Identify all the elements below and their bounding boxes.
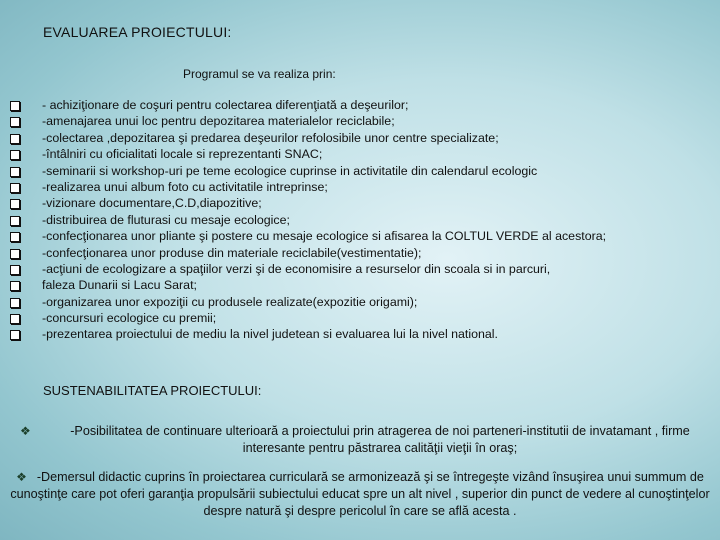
list-item xyxy=(10,130,606,146)
diamond-bullet-icon: ❖ xyxy=(20,424,31,438)
list-item xyxy=(10,228,606,244)
list-item-text: -organizarea unor expoziţii cu produsele realizate(expozitie origami); xyxy=(42,294,418,309)
list-item-text: -concursuri ecologice cu premii; xyxy=(42,311,217,326)
checkbox-square-icon xyxy=(10,150,20,160)
list-item-text: -confecţionarea unor pliante şi postere cu mesaje ecologice si afisarea la COLTUL VERDE al acestora; xyxy=(42,229,607,244)
checkbox-square-icon xyxy=(10,314,20,324)
checkbox-square-icon xyxy=(10,117,20,127)
list-item-text: -distribuirea de fluturasi cu mesaje ecologice; xyxy=(42,212,290,227)
list-item-text: -colectarea ,depozitarea şi predarea deşeurilor refolosibile unor centre specializate; xyxy=(42,130,499,145)
sustainability-paragraph-1 xyxy=(20,423,710,457)
checkbox-square-icon xyxy=(10,183,20,193)
checkbox-square-icon xyxy=(10,265,20,275)
list-item xyxy=(10,179,606,195)
checkbox-square-icon xyxy=(10,199,20,209)
list-item xyxy=(10,245,606,261)
list-item xyxy=(10,163,606,179)
list-item xyxy=(10,261,606,277)
list-item-text: -seminarii si workshop-uri pe teme ecologice cuprinse in activitatile din calendarul ecologic xyxy=(42,163,538,178)
list-item-text: faleza Dunarii si Lacu Sarat; xyxy=(42,278,197,293)
diamond-bullet-icon: ❖ xyxy=(16,470,27,484)
paragraph-text: -Posibilitatea de continuare ulterioară a proiectului prin atragerea de noi parteneri-institutii de invatamant , firme interesante pentru păstrarea calităţii vieţii în oraş; xyxy=(70,424,690,455)
sustainability-title: SUSTENABILITATEA PROIECTULUI: xyxy=(43,383,262,398)
checkbox-square-icon xyxy=(10,167,20,177)
list-item-text: -confecţionarea unor produse din materiale reciclabile(vestimentatie); xyxy=(42,245,422,260)
list-item-text: -amenajarea unui loc pentru depozitarea materialelor reciclabile; xyxy=(42,114,395,129)
list-item-text: -prezentarea proiectului de mediu la nivel judetean si evaluarea lui la nivel national. xyxy=(42,327,498,342)
list-item xyxy=(10,195,606,211)
program-list xyxy=(10,97,606,343)
page-title: EVALUAREA PROIECTULUI: xyxy=(43,24,232,40)
checkbox-square-icon xyxy=(10,298,20,308)
list-item-text: -vizionare documentare,C.D,diapozitive; xyxy=(42,196,262,211)
list-item xyxy=(10,294,606,310)
list-item xyxy=(10,97,606,113)
checkbox-square-icon xyxy=(10,134,20,144)
list-item xyxy=(10,277,606,293)
checkbox-square-icon xyxy=(10,249,20,259)
list-item xyxy=(10,212,606,228)
list-item-text: -acţiuni de ecologizare a spaţiilor verzi şi de economisire a resurselor din scoala si in parcuri, xyxy=(42,261,551,276)
sustainability-paragraph-2 xyxy=(6,469,714,520)
page-subtitle: Programul se va realiza prin: xyxy=(183,67,336,81)
checkbox-square-icon xyxy=(10,216,20,226)
list-item xyxy=(10,146,606,162)
list-item-text: -realizarea unui album foto cu activitatile intreprinse; xyxy=(42,179,328,194)
checkbox-square-icon xyxy=(10,281,20,291)
list-item-text: - achiziţionare de coşuri pentru colectarea diferenţiată a deşeurilor; xyxy=(42,98,409,112)
checkbox-square-icon xyxy=(10,330,20,340)
paragraph-text: -Demersul didactic cuprins în proiectarea curriculară se armonizează şi se întregeşte vizând însuşirea unui summum de cunoştinţe care pot oferi garanţia propulsării subiectului educat spre un alt nivel , superior din punct de vedere al cunoştinţelor despre natură şi despre pericolul în care se află acesta . xyxy=(10,470,710,518)
list-item xyxy=(10,113,606,129)
checkbox-square-icon xyxy=(10,232,20,242)
list-item-text: -întâlniri cu oficialitati locale si reprezentanti SNAC; xyxy=(42,147,323,162)
checkbox-square-icon xyxy=(10,101,20,111)
list-item xyxy=(10,326,606,342)
list-item xyxy=(10,310,606,326)
